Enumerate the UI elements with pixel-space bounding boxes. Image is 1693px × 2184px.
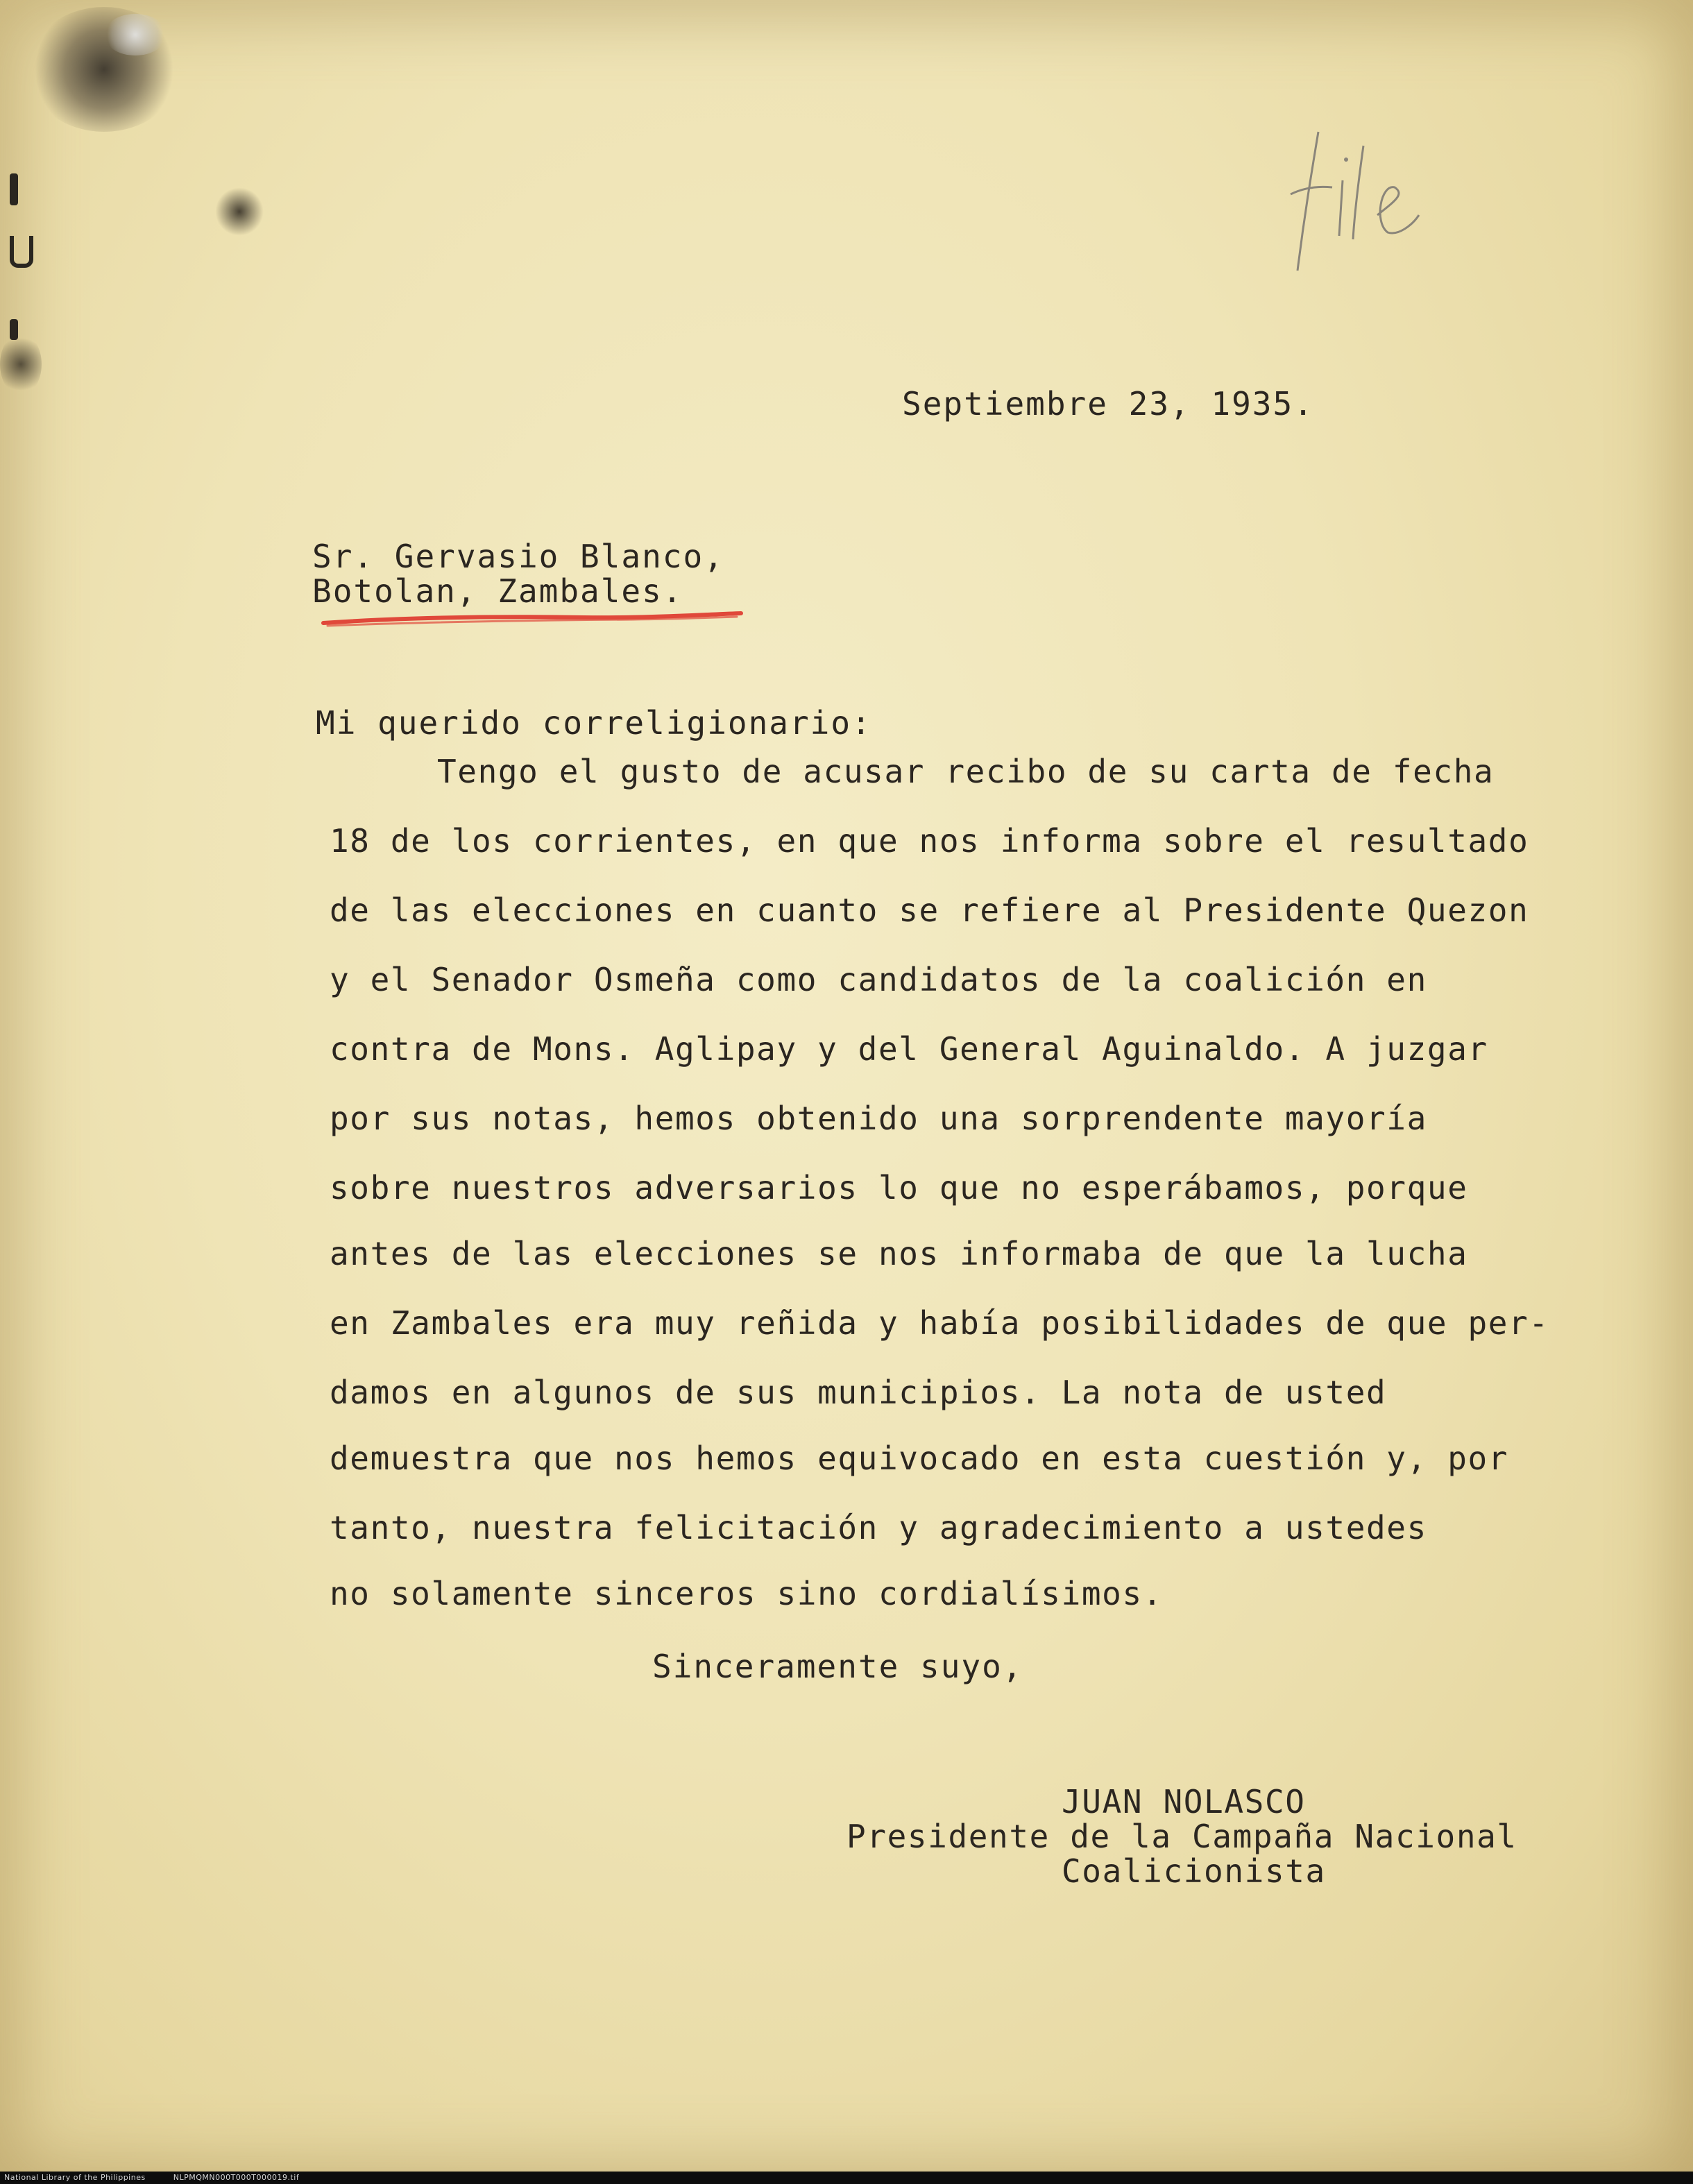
body-line: demuestra que nos hemos equivocado en esta cuestión y, por	[330, 1440, 1509, 1477]
signature-title-line2: Coalicionista	[1062, 1852, 1326, 1890]
paper-tear	[104, 14, 167, 56]
body-line: 18 de los corrientes, en que nos informa sobre el resultado	[330, 822, 1529, 860]
recipient-place: Botolan, Zambales.	[312, 572, 683, 610]
body-line: antes de las elecciones se nos informaba de que la lucha	[330, 1235, 1468, 1272]
ink-blot	[215, 187, 264, 236]
footer-institution: National Library of the Philippines	[4, 2173, 146, 2182]
salutation: Mi querido correligionario:	[316, 704, 872, 742]
body-line: y el Senador Osmeña como candidatos de la coalición en	[330, 961, 1427, 998]
body-line: Tengo el gusto de acusar recibo de su carta de fecha	[437, 753, 1495, 790]
body-line: tanto, nuestra felicitación y agradecimiento a ustedes	[330, 1509, 1427, 1546]
letter-date: Septiembre 23, 1935.	[902, 385, 1314, 423]
body-line: de las elecciones en cuanto se refiere al Presidente Quezon	[330, 891, 1529, 929]
body-line: por sus notas, hemos obtenido una sorprendente mayoría	[330, 1100, 1427, 1137]
body-line: sobre nuestros adversarios lo que no esperábamos, porque	[330, 1169, 1468, 1206]
ink-blot	[0, 333, 42, 395]
handwritten-file-note	[1277, 118, 1436, 278]
body-line: en Zambales era muy reñida y había posibilidades de que per-	[330, 1304, 1549, 1342]
footer-file-id: NLPMQMN000T000T000019.tif	[173, 2173, 300, 2182]
archive-footer	[0, 2172, 1693, 2184]
signature-name: JUAN NOLASCO	[1062, 1783, 1306, 1820]
closing: Sinceramente suyo,	[652, 1648, 1023, 1685]
punch-mark	[10, 319, 18, 340]
recipient-name: Sr. Gervasio Blanco,	[312, 538, 724, 575]
burn-stain	[28, 7, 180, 132]
body-line: damos en algunos de sus municipios. La nota de usted	[330, 1374, 1387, 1411]
punch-mark	[10, 173, 18, 205]
body-line: no solamente sinceros sino cordialísimos.	[330, 1575, 1164, 1612]
punch-mark	[10, 236, 33, 268]
body-line: contra de Mons. Aglipay y del General Aguinaldo. A juzgar	[330, 1030, 1488, 1068]
signature-title-line1: Presidente de la Campaña Nacional	[846, 1818, 1517, 1855]
red-pencil-underline	[321, 611, 744, 629]
